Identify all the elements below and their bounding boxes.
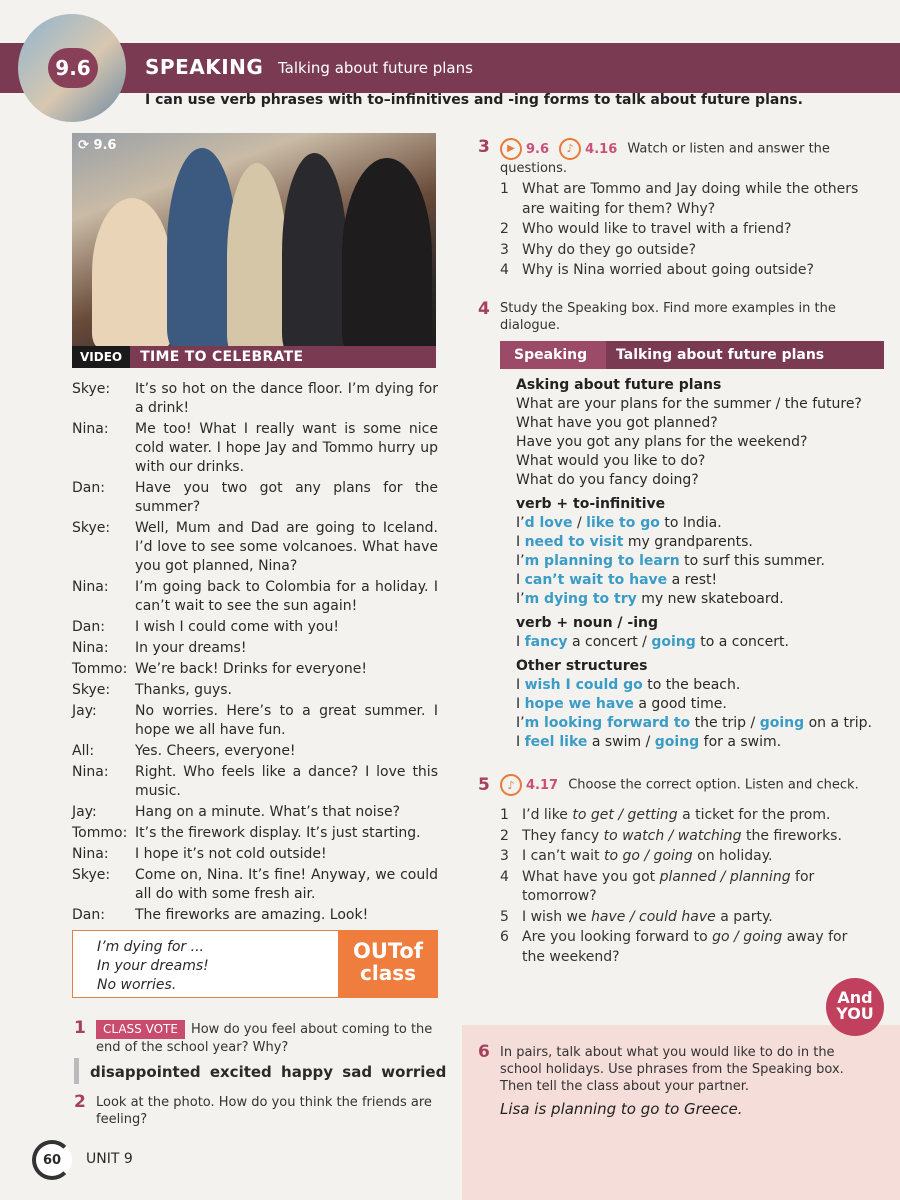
question-number: 2 bbox=[500, 221, 509, 237]
out-of-class-phrases bbox=[97, 938, 209, 995]
feeling-words: disappointed excited happy sad worried bbox=[90, 1063, 447, 1081]
phrase-highlight: going bbox=[654, 734, 700, 750]
phrase-text: for a swim. bbox=[699, 734, 782, 750]
speaking-phrase: What do you fancy doing? bbox=[516, 472, 699, 488]
speaking-phrase bbox=[516, 533, 876, 552]
phrase-text: I bbox=[516, 696, 525, 712]
audio-icon[interactable]: ♪ bbox=[500, 774, 522, 796]
item-options: to go / going bbox=[603, 848, 693, 864]
speaker: All: bbox=[72, 743, 95, 759]
item-text bbox=[522, 806, 830, 826]
class-vote-tag: CLASS VOTE bbox=[96, 1020, 185, 1039]
dialogue-text: It’s so hot on the dance floor. I’m dying for a drink! bbox=[135, 381, 438, 416]
out-of-class-badge bbox=[338, 930, 438, 998]
dialogue-text: Me too! What I really want is some nice cold water. I hope Jay and Tommo hurry up with our drinks. bbox=[135, 421, 438, 475]
speaking-phrase bbox=[516, 714, 876, 733]
dialogue-line bbox=[72, 742, 438, 761]
speaking-phrase: What would you like to do? bbox=[516, 453, 706, 469]
task2-text: Look at the photo. How do you think the friends are feeling? bbox=[96, 1095, 432, 1127]
dialogue-line bbox=[72, 380, 438, 418]
phrase-highlight: can’t wait to have bbox=[524, 572, 668, 588]
video-title: TIME TO CELEBRATE bbox=[140, 349, 304, 365]
task4-number: 4 bbox=[478, 299, 490, 319]
phrase-highlight: m dying to try bbox=[524, 591, 637, 607]
phrase-text: a good time. bbox=[633, 696, 727, 712]
phrase-highlight: going bbox=[759, 715, 805, 731]
speaking-phrase bbox=[516, 514, 876, 533]
item-post: away for the weekend? bbox=[522, 929, 848, 965]
speaker: Tommo: bbox=[72, 825, 128, 841]
task5-instruction: Choose the correct option. Listen and check. bbox=[568, 777, 859, 793]
speaker: Skye: bbox=[72, 520, 111, 536]
phrase-text: a rest! bbox=[667, 572, 718, 588]
dialogue-text: Thanks, guys. bbox=[135, 682, 232, 698]
item-text bbox=[522, 908, 773, 928]
item-pre: I can’t wait bbox=[522, 848, 604, 864]
task5-number: 5 bbox=[478, 775, 490, 795]
dialogue-text: Well, Mum and Dad are going to Iceland. I’d love to see some volcanoes. What have you got planned, Nina? bbox=[135, 520, 438, 574]
speaking-phrase bbox=[516, 552, 876, 571]
item-number: 3 bbox=[500, 848, 509, 864]
video-ref-icon: ⟳ bbox=[78, 138, 89, 153]
exercise-item bbox=[500, 806, 850, 826]
lesson-number: 9.6 bbox=[48, 48, 98, 88]
dialogue-line bbox=[72, 824, 438, 843]
speaking-box bbox=[516, 376, 876, 752]
item-post: the fireworks. bbox=[741, 827, 842, 844]
phrase-text: I’ bbox=[516, 515, 525, 531]
video-caption-bar bbox=[72, 346, 436, 368]
unit-label: UNIT 9 bbox=[86, 1151, 133, 1167]
speaking-phrase bbox=[516, 633, 876, 652]
out-of-class-phrase: In your dreams! bbox=[97, 958, 209, 974]
phrase-text: to the beach. bbox=[642, 677, 741, 693]
phrase-text: / bbox=[572, 515, 587, 531]
question-item bbox=[500, 241, 880, 261]
item-pre: I’d like bbox=[522, 807, 573, 823]
video-ref: 9.6 bbox=[93, 138, 117, 153]
dialogue-line bbox=[72, 845, 438, 864]
speaking-phrase: Have you got any plans for the weekend? bbox=[516, 434, 808, 450]
phrase-highlight: m planning to learn bbox=[524, 553, 680, 569]
speaking-box-heading: verb + noun / -ing bbox=[516, 615, 659, 631]
item-options: have / could have bbox=[591, 908, 716, 925]
task6-number: 6 bbox=[478, 1042, 490, 1062]
dialogue-line bbox=[72, 866, 438, 904]
item-text bbox=[522, 827, 842, 847]
speaking-phrase bbox=[516, 695, 876, 714]
speaker: Jay: bbox=[72, 703, 97, 719]
exercise-item bbox=[500, 847, 850, 867]
dialogue-line bbox=[72, 519, 438, 576]
task5-audio-ref: 4.17 bbox=[526, 777, 559, 793]
dialogue-line bbox=[72, 906, 438, 925]
task3-instruction: Watch or listen and answer the questions. bbox=[500, 141, 830, 176]
item-number: 1 bbox=[500, 807, 509, 823]
question-text: Why is Nina worried about going outside? bbox=[522, 262, 814, 278]
speaking-box-title: Talking about future plans bbox=[616, 347, 825, 363]
exercise-item bbox=[500, 908, 850, 928]
video-label: VIDEO bbox=[72, 346, 130, 368]
phrase-text: on a trip. bbox=[804, 715, 872, 731]
question-text: Who would like to travel with a friend? bbox=[522, 221, 792, 237]
speaker: Nina: bbox=[72, 846, 109, 862]
dialogue-text: The fireworks are amazing. Look! bbox=[135, 907, 369, 923]
phrase-highlight: going bbox=[651, 634, 696, 650]
speaker: Tommo: bbox=[72, 661, 128, 677]
dialogue-text: I hope it’s not cold outside! bbox=[135, 846, 327, 862]
phrase-highlight: wish I could go bbox=[524, 677, 643, 693]
dialogue-text: I wish I could come with you! bbox=[135, 619, 339, 635]
exercise-item bbox=[500, 928, 850, 967]
dialogue-text: Have you two got any plans for the summer? bbox=[135, 480, 438, 515]
badge-top: OUTof bbox=[352, 939, 423, 963]
task1-number: 1 bbox=[74, 1018, 86, 1038]
phrase-highlight: m looking forward to bbox=[524, 715, 691, 731]
task2-number: 2 bbox=[74, 1092, 86, 1112]
dialogue bbox=[72, 380, 438, 927]
item-text bbox=[522, 868, 850, 907]
task3-questions bbox=[500, 180, 880, 282]
dialogue-line bbox=[72, 578, 438, 616]
out-of-class-phrase: I’m dying for ... bbox=[97, 939, 204, 955]
phrase-text: I bbox=[516, 534, 525, 550]
dialogue-line bbox=[72, 803, 438, 822]
task5-header bbox=[500, 774, 884, 796]
speaker: Nina: bbox=[72, 421, 109, 437]
item-text bbox=[522, 928, 850, 967]
speaking-phrase: What are your plans for the summer / the future? bbox=[516, 396, 862, 412]
dialogue-text: I’m going back to Colombia for a holiday. I can’t wait to see the sun again! bbox=[135, 579, 438, 614]
speaker: Dan: bbox=[72, 480, 105, 496]
phrase-highlight: need to visit bbox=[524, 534, 624, 550]
dialogue-text: It’s the firework display. It’s just starting. bbox=[135, 825, 421, 841]
and-you-line1: And bbox=[837, 988, 873, 1007]
item-pre: Are you looking forward to bbox=[522, 929, 713, 945]
item-number: 2 bbox=[500, 827, 509, 844]
phrase-text: a swim / bbox=[587, 734, 655, 750]
phrase-highlight: hope we have bbox=[524, 696, 634, 712]
speaking-phrase bbox=[516, 571, 876, 590]
question-text: What are Tommo and Jay doing while the others are waiting for them? Why? bbox=[522, 181, 859, 217]
item-options: go / going bbox=[712, 929, 783, 945]
speaker: Skye: bbox=[72, 867, 111, 883]
phrase-text: I bbox=[516, 734, 525, 750]
question-item bbox=[500, 180, 880, 219]
item-pre: What have you got bbox=[522, 868, 660, 885]
item-post: a ticket for the prom. bbox=[677, 807, 831, 823]
dialogue-text: Hang on a minute. What’s that noise? bbox=[135, 804, 401, 820]
audio-icon[interactable]: ♪ bbox=[559, 138, 581, 160]
item-options: to watch / watching bbox=[603, 827, 742, 844]
speaker: Nina: bbox=[72, 579, 109, 595]
dialogue-text: Right. Who feels like a dance? I love this music. bbox=[135, 764, 438, 799]
words-bar bbox=[74, 1058, 79, 1084]
dialogue-text: In your dreams! bbox=[135, 640, 247, 656]
phrase-text: to a concert. bbox=[695, 634, 789, 650]
speaking-box-heading: verb + to-infinitive bbox=[516, 496, 666, 512]
lesson-objective: I can use verb phrases with to–infinitives and -ing forms to talk about future plans. bbox=[145, 92, 803, 108]
phrase-highlight: feel like bbox=[524, 734, 588, 750]
speaking-phrase bbox=[516, 733, 876, 752]
out-of-class-box bbox=[72, 930, 438, 998]
question-number: 4 bbox=[500, 262, 509, 278]
and-you-badge bbox=[826, 978, 884, 1036]
dialogue-line bbox=[72, 639, 438, 658]
section-subtitle: Talking about future plans bbox=[278, 59, 473, 77]
task4-instruction: Study the Speaking box. Find more examples in the dialogue. bbox=[500, 301, 836, 333]
phrase-highlight: fancy bbox=[524, 634, 568, 650]
phrase-text: to surf this summer. bbox=[679, 553, 825, 569]
item-post: for tomorrow? bbox=[522, 868, 815, 904]
exercise-item bbox=[500, 868, 850, 907]
dialogue-text: Yes. Cheers, everyone! bbox=[135, 743, 296, 759]
item-number: 4 bbox=[500, 868, 509, 885]
question-item bbox=[500, 220, 880, 240]
dialogue-text: We’re back! Drinks for everyone! bbox=[135, 661, 367, 677]
dialogue-text: No worries. Here’s to a great summer. I hope we all have fun. bbox=[135, 703, 438, 738]
phrase-text: I bbox=[516, 634, 525, 650]
speaker: Dan: bbox=[72, 619, 105, 635]
dialogue-line bbox=[72, 702, 438, 740]
phrase-text: to India. bbox=[659, 515, 722, 531]
speaking-phrase: What have you got planned? bbox=[516, 415, 718, 431]
dialogue-line bbox=[72, 763, 438, 801]
speaking-box-heading: Asking about future plans bbox=[516, 377, 722, 393]
task3-header bbox=[500, 138, 884, 178]
speaker: Nina: bbox=[72, 764, 109, 780]
item-text bbox=[522, 847, 772, 867]
item-number: 6 bbox=[500, 929, 509, 945]
task5-items bbox=[500, 806, 850, 968]
exercise-item bbox=[500, 827, 850, 847]
page-number: 60 bbox=[32, 1140, 72, 1180]
task1-text bbox=[96, 1020, 436, 1056]
section-title: SPEAKING bbox=[145, 55, 264, 79]
and-you-line2: YOU bbox=[836, 1004, 874, 1023]
video-still-photo[interactable] bbox=[72, 133, 436, 346]
phrase-text: I’ bbox=[516, 591, 525, 607]
dialogue-line bbox=[72, 479, 438, 517]
badge-bottom: class bbox=[359, 961, 416, 985]
phrase-text: my grandparents. bbox=[623, 534, 753, 550]
dialogue-text: Come on, Nina. It’s fine! Anyway, we could all do with some fresh air. bbox=[135, 867, 438, 902]
question-number: 1 bbox=[500, 181, 509, 197]
phrase-text: I bbox=[516, 572, 525, 588]
phrase-text: I’ bbox=[516, 715, 525, 731]
phrase-highlight: like to go bbox=[586, 515, 660, 531]
item-options: planned / planning bbox=[659, 868, 791, 885]
speaker: Dan: bbox=[72, 907, 105, 923]
speaker: Skye: bbox=[72, 682, 111, 698]
question-text: Why do they go outside? bbox=[522, 241, 697, 258]
phrase-text: a concert / bbox=[567, 634, 652, 650]
phrase-highlight: d love bbox=[524, 515, 573, 531]
item-pre: They fancy bbox=[522, 827, 604, 844]
item-number: 5 bbox=[500, 908, 509, 925]
out-of-class-phrase: No worries. bbox=[97, 977, 177, 993]
task1-instruction: How do you feel about coming to the end of the school year? Why? bbox=[96, 1022, 433, 1055]
speaking-phrase bbox=[516, 590, 876, 609]
phrase-text: my new skateboard. bbox=[636, 591, 784, 607]
speaker: Nina: bbox=[72, 640, 109, 656]
question-item bbox=[500, 261, 880, 281]
task3-video-ref: 9.6 bbox=[526, 141, 550, 157]
task6-example: Lisa is planning to go to Greece. bbox=[500, 1100, 743, 1118]
task3-number: 3 bbox=[478, 137, 490, 157]
speaking-box-heading: Other structures bbox=[516, 658, 648, 674]
item-post: on holiday. bbox=[692, 848, 773, 864]
speaking-box-header bbox=[500, 341, 884, 369]
item-options: to get / getting bbox=[572, 807, 678, 823]
item-pre: I wish we bbox=[522, 908, 592, 925]
speaking-box-label: Speaking bbox=[500, 341, 606, 369]
dialogue-line bbox=[72, 618, 438, 637]
speaking-phrase bbox=[516, 676, 876, 695]
phrase-text: I’ bbox=[516, 553, 525, 569]
question-number: 3 bbox=[500, 241, 509, 258]
item-post: a party. bbox=[715, 908, 773, 925]
dialogue-line bbox=[72, 660, 438, 679]
speaker: Jay: bbox=[72, 804, 97, 820]
video-ref-badge[interactable] bbox=[78, 138, 116, 153]
dialogue-line bbox=[72, 420, 438, 477]
phrase-text: the trip / bbox=[690, 715, 760, 731]
video-play-icon[interactable]: ▶ bbox=[500, 138, 522, 160]
phrase-text: I bbox=[516, 677, 525, 693]
task3-audio-ref: 4.16 bbox=[585, 141, 618, 157]
task6-instruction: In pairs, talk about what you would like to do in the school holidays. Use phrases from the Speaking box. Then tell the class about your partner. bbox=[500, 1045, 844, 1094]
dialogue-line bbox=[72, 681, 438, 700]
speaker: Skye: bbox=[72, 381, 111, 397]
